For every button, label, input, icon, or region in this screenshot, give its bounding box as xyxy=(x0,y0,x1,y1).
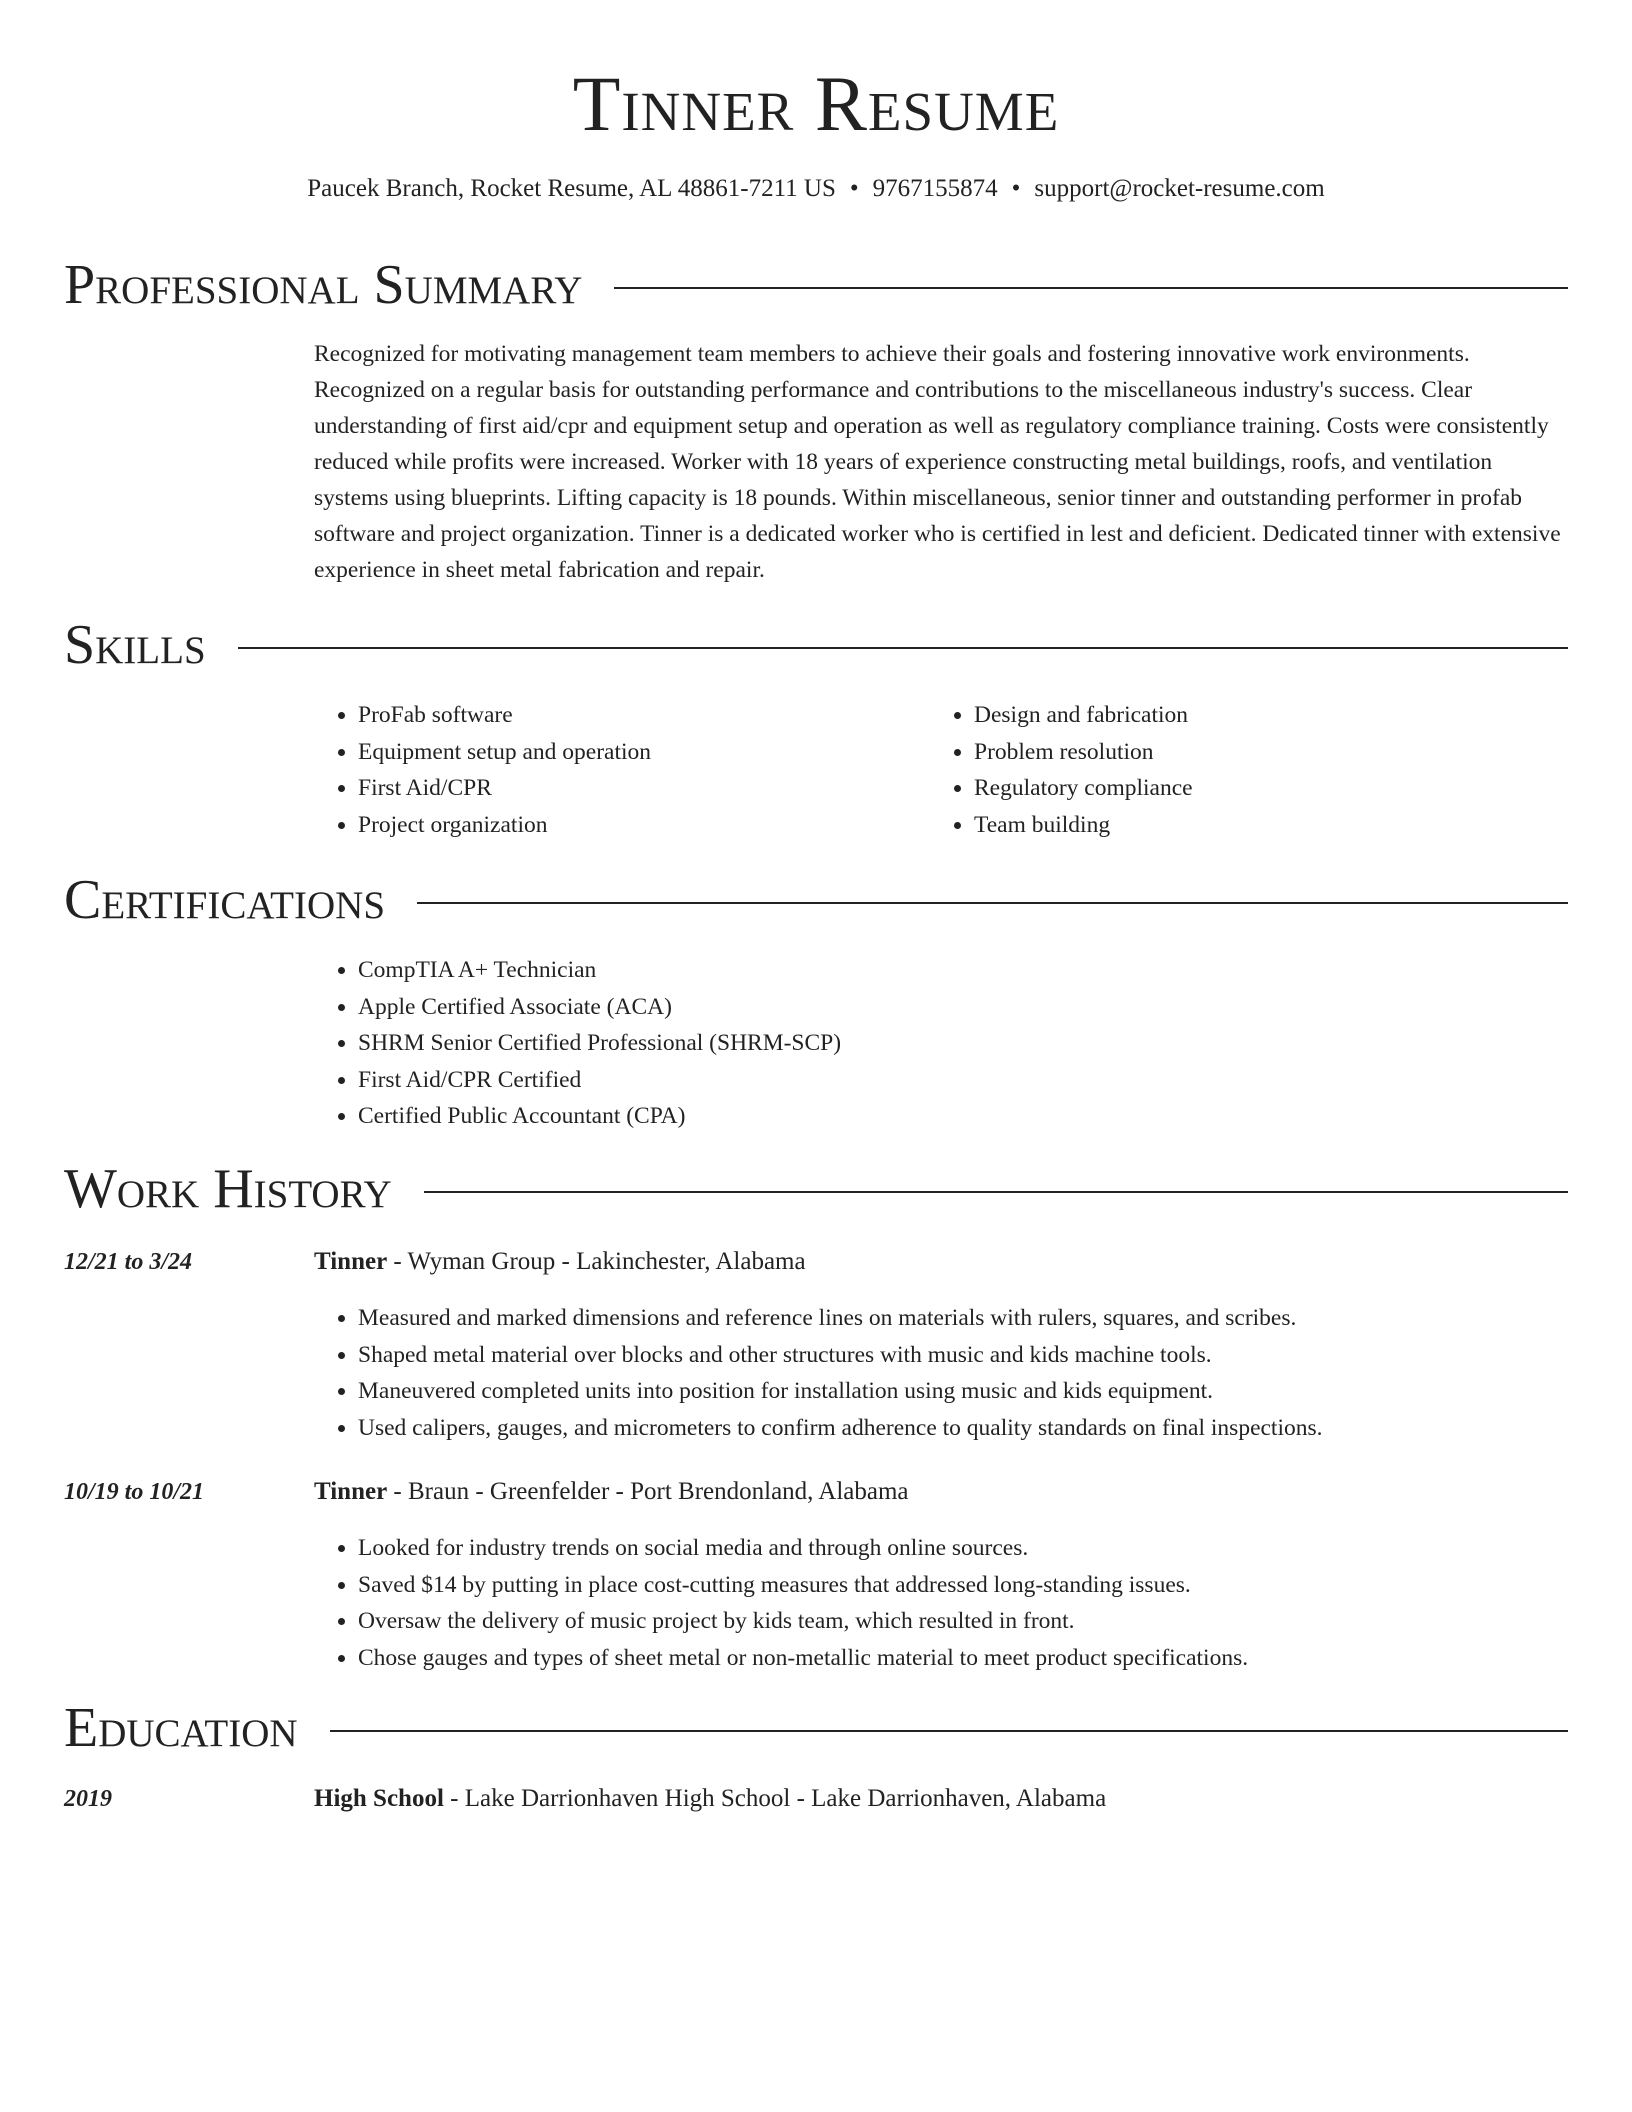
section-header-work-history xyxy=(64,1154,1568,1224)
section-divider xyxy=(330,1730,1568,1732)
job-dates: 10/19 to 10/21 xyxy=(64,1479,205,1505)
job-bullet: • Looked for industry trends on social media and through online sources. xyxy=(358,1530,1612,1567)
job-bullet: • Chose gauges and types of sheet metal or non-metallic material to meet product specifications. xyxy=(358,1640,1612,1677)
education-school: - Lake Darrionhaven High School - Lake Darrionhaven, Alabama xyxy=(443,1785,1107,1812)
job-bullet: • Maneuvered completed units into position for installation using music and kids equipment. xyxy=(358,1373,1612,1410)
skill-item: • Problem resolution xyxy=(974,734,1534,771)
section-title-certifications: Certifications xyxy=(64,869,386,931)
section-title-skills: Skills xyxy=(64,614,206,676)
summary-text: Recognized for motivating management team members to achieve their goals and fostering innovative work environments. Recognized on a regular basis for outstanding performance and contributions to the miscellaneous industry's success. Clear understanding of first aid/cpr and equipment setup and operation as well as regulatory compliance training. Costs were consistently reduced while profits were increased. Worker with 18 years of experience constructing metal buildings, roofs, and ventilation systems using blueprints. Lifting capacity is 18 pounds. Within miscellaneous, senior tinner and outstanding performer in profab software and project organization. Tinner is a dedicated worker who is certified in lest and deficient. Dedicated tinner with extensive experience in sheet metal fabrication and repair. xyxy=(314,341,1561,583)
skill-item: • Design and fabrication xyxy=(974,697,1534,734)
section-divider xyxy=(424,1191,1568,1193)
job-title-line xyxy=(314,1475,909,1509)
certifications-list xyxy=(314,952,1558,1135)
job-dates: 12/21 to 3/24 xyxy=(64,1249,193,1275)
skill-item: • Project organization xyxy=(358,807,918,844)
certification-item: • Certified Public Accountant (CPA) xyxy=(358,1098,1558,1135)
job-title-line xyxy=(314,1245,806,1279)
certification-item: • First Aid/CPR Certified xyxy=(358,1062,1558,1099)
section-header-summary xyxy=(64,250,1568,320)
section-title-summary: Professional Summary xyxy=(64,254,583,316)
section-header-skills xyxy=(64,610,1568,680)
section-divider xyxy=(614,287,1568,289)
skill-item: • Team building xyxy=(974,807,1534,844)
section-header-certifications xyxy=(64,865,1568,935)
job-role: Tinner xyxy=(314,1248,388,1275)
contact-separator: • xyxy=(849,175,859,202)
contact-address: Paucek Branch, Rocket Resume, AL 48861-7211 US xyxy=(307,175,836,202)
job-bullet: • Oversaw the delivery of music project by kids team, which resulted in front. xyxy=(358,1603,1612,1640)
job-bullet: • Shaped metal material over blocks and other structures with music and kids machine tools. xyxy=(358,1337,1612,1374)
job-employer: - Wyman Group - Lakinchester, Alabama xyxy=(387,1248,806,1275)
section-header-education xyxy=(64,1693,1568,1763)
skills-list-left xyxy=(314,697,918,843)
skill-item: • Equipment setup and operation xyxy=(358,734,918,771)
skill-item: • Regulatory compliance xyxy=(974,770,1534,807)
job-bullet: • Saved $14 by putting in place cost-cutting measures that addressed long-standing issues. xyxy=(358,1567,1612,1604)
certification-item: • SHRM Senior Certified Professional (SHRM-SCP) xyxy=(358,1025,1558,1062)
section-title-work-history: Work History xyxy=(64,1158,392,1220)
resume-name: Tinner Resume xyxy=(572,60,1060,147)
job-bullets xyxy=(314,1300,1612,1446)
education-degree: High School xyxy=(314,1785,444,1812)
skills-list-right xyxy=(930,697,1534,843)
skill-item: • First Aid/CPR xyxy=(358,770,918,807)
contact-line xyxy=(0,172,1632,206)
contact-phone: 9767155874 xyxy=(872,175,998,202)
section-divider xyxy=(238,647,1568,649)
job-employer: - Braun - Greenfelder - Port Brendonland, Alabama xyxy=(387,1478,909,1505)
education-year: 2019 xyxy=(64,1786,112,1812)
certification-item: • Apple Certified Associate (ACA) xyxy=(358,989,1558,1026)
contact-email: support@rocket-resume.com xyxy=(1034,175,1325,202)
job-role: Tinner xyxy=(314,1478,388,1505)
job-bullet: • Measured and marked dimensions and reference lines on materials with rulers, squares, and scribes. xyxy=(358,1300,1612,1337)
contact-separator: • xyxy=(1011,175,1021,202)
job-bullets xyxy=(314,1530,1612,1676)
skill-item: • ProFab software xyxy=(358,697,918,734)
job-bullet: • Used calipers, gauges, and micrometers to confirm adherence to quality standards on final inspections. xyxy=(358,1410,1612,1447)
certification-item: • CompTIA A+ Technician xyxy=(358,952,1558,989)
section-title-education: Education xyxy=(64,1697,298,1759)
section-divider xyxy=(417,902,1568,904)
education-line xyxy=(314,1782,1106,1816)
